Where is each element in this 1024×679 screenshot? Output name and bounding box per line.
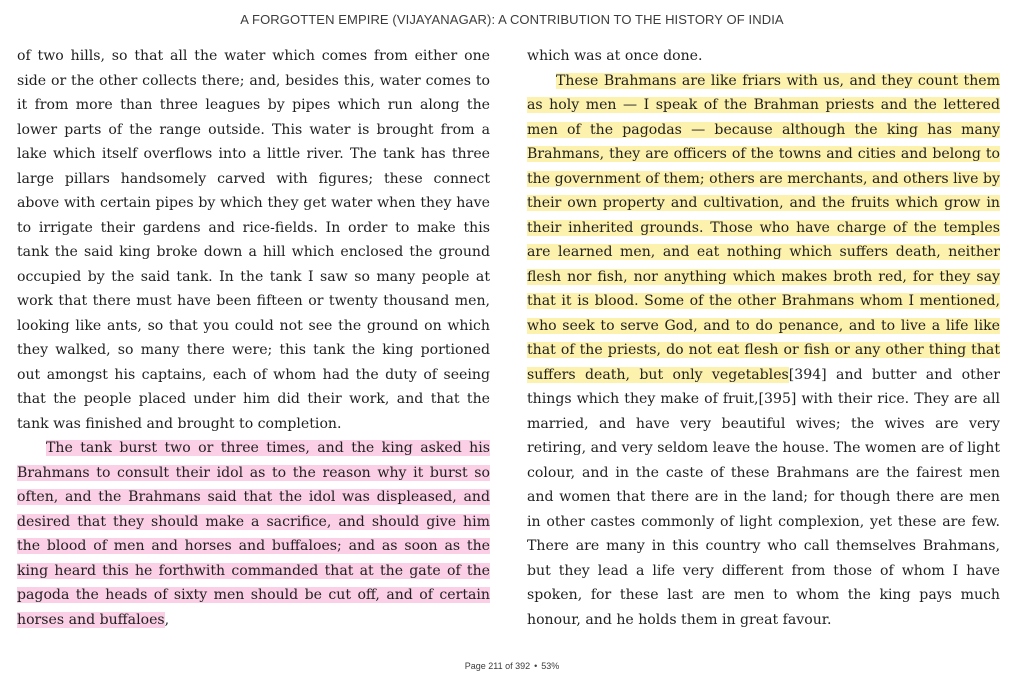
right-text-column [527,44,1000,632]
right-paragraph-2-rest: [394] and butter and other things which they make of fruit,[395] with their rice. They are all married, and have very beautiful wives; the wives are very retiring, and very seldom leave the house. The women are of light colour, and in the caste of these Brahmans are the fairest men and women that there are in the land; for though there are men in other castes commonly of light complexion, yet these are few. There are many in this country who call themselves Brahmans, but they lead a life very different from those of whom I have spoken, for these last are men to whom the king pays much honour, and he holds them in great favour. [527,366,1000,628]
left-text-column [17,44,490,632]
page-footer [0,661,1024,671]
left-paragraph-2-tail: , [164,611,170,628]
left-paragraph-1-text: of two hills, so that all the water which comes from either one side or the other collects there; and, besides this, water comes to it from more than three leagues by pipes which run along the lower parts of the range outside. This water is brought from a lake which itself overflows into a little river. The tank has three large pillars handsomely carved with figures; these connect above with certain pipes by which they get water when they have to irrigate their gardens and rice-fields. In order to make this tank the said king broke down a hill which enclosed the ground occupied by the said tank. In the tank I saw so many people at work that there must have been fifteen or twenty thousand men, looking like ants, so that you could not see the ground on which they walked, so many there were; this tank the king portioned out amongst his captains, each of whom had the duty of seeing that the people placed under him did their work, and that the tank was finished and brought to completion. [17,48,490,432]
yellow-highlight[interactable]: These Brahmans are like friars with us, and they count them as holy men — I speak of the Brahman priests and the lettered men of the pagodas — because although the king has many Brahmans, they are officers of the towns and cities and belong to the government of them; others are merchants, and others live by their own property and cultivation, and the fruits which grow in their inherited grounds. Those who have charge of the temples are learned men, and eat nothing which suffers death, neither flesh nor fish, nor anything which makes broth red, for they say that it is blood. Some of the other Brahmans whom I mentioned, who seek to serve God, and to do penance, and to live a life like that of the priests, do not eat flesh or fish or any other thing that suffers death, but only vegetables [527,72,1000,383]
right-paragraph-1-text: which was at once done. [527,48,703,64]
page-indicator: Page 211 of 392 [464,661,531,671]
left-paragraph-1 [17,44,490,436]
book-title-header: A FORGOTTEN EMPIRE (VIJAYANAGAR): A CONTRIBUTION TO THE HISTORY OF INDIA [240,12,784,27]
footer-separator: • [534,661,538,671]
right-paragraph-2 [527,69,1000,633]
right-paragraph-1 [527,44,1000,69]
reading-progress: 53% [541,661,560,671]
pink-highlight[interactable]: The tank burst two or three times, and the king asked his Brahmans to consult their idol as to the reason why it burst so often, and the Brahmans said that the idol was displeased, and desired that they should make a sacrifice, and should give him the blood of men and horses and buffaloes; and as soon as the king heard this he forthwith commanded that at the gate of the pagoda the heads of sixty men should be cut off, and of certain horses and buffaloes [17,440,490,628]
left-paragraph-2 [17,436,490,632]
